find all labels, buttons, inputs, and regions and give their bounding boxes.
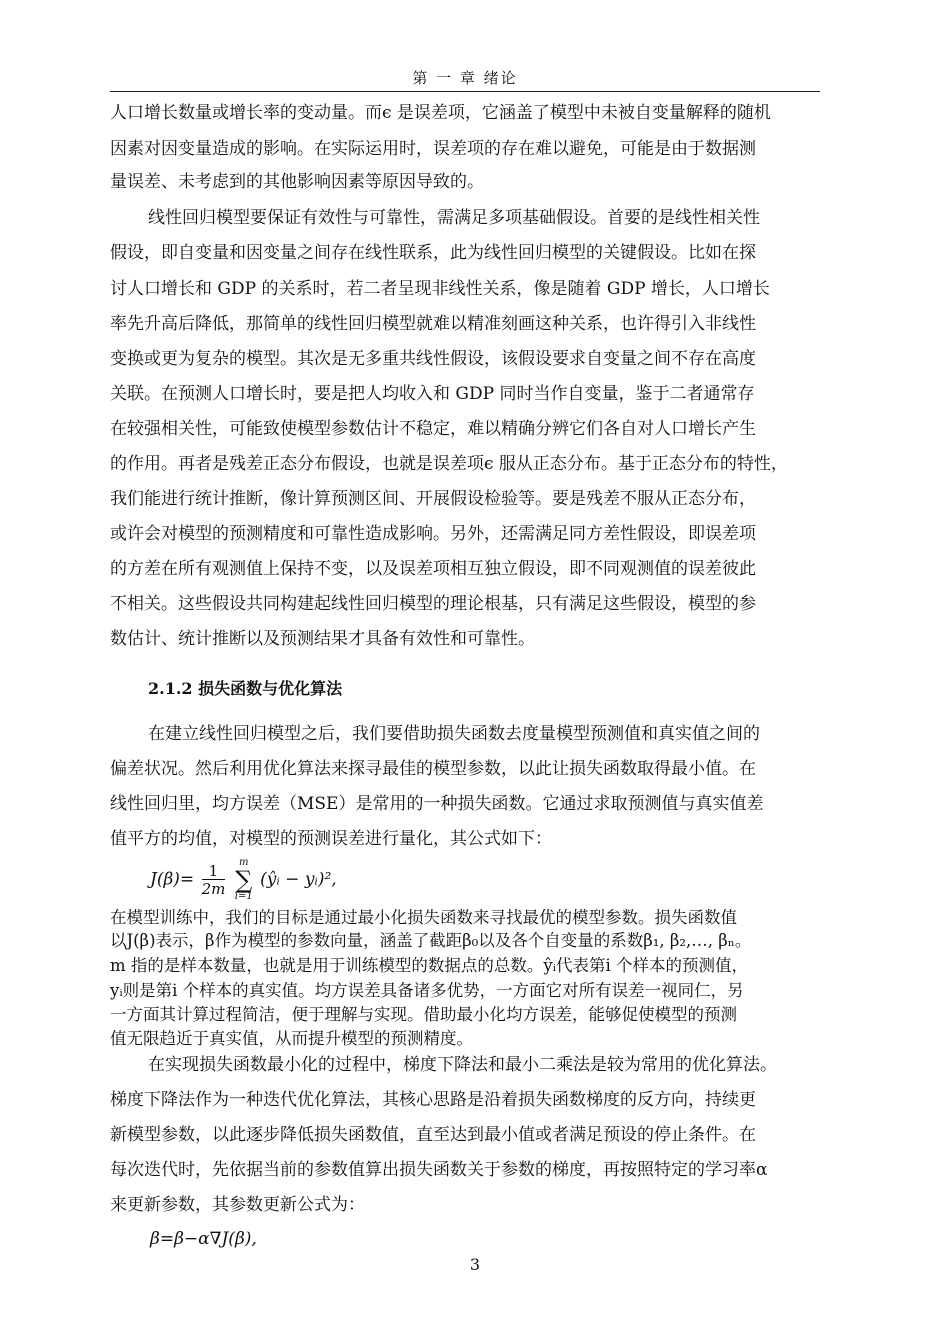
formula-body: (ŷᵢ − yᵢ)², — [260, 869, 337, 890]
paragraph-line: 在模型训练中，我们的目标是通过最小化损失函数来寻找最优的模型参数。损失函数值 — [110, 908, 737, 927]
gradient-update-formula: β=β−α∇J(β), — [150, 1229, 257, 1249]
paragraph-line: 值无限趋近于真实值，从而提升模型的预测精度。 — [110, 1029, 473, 1048]
formula-fraction — [202, 863, 226, 898]
paragraph-line: 不相关。这些假设共同构建起线性回归模型的理论根基，只有满足这些假设，模型的参 — [110, 594, 756, 614]
page-number: 3 — [469, 1255, 481, 1274]
paragraph-line: 率先升高后降低，那简单的线性回归模型就难以精准刻画这种关系，也许得引入非线性 — [110, 314, 756, 334]
paragraph-line: 关联。在预测人口增长时，要是把人均收入和 GDP 同时当作自变量，鉴于二者通常存 — [110, 384, 755, 404]
paragraph-line: 的方差在所有观测值上保持不变，以及误差项相互独立假设，即不同观测值的误差彼此 — [110, 559, 756, 579]
paragraph-line: 以J(β)表示，β作为模型的参数向量，涵盖了截距β₀以及各个自变量的系数β₁, β₂,…, βₙ。 — [110, 931, 752, 950]
paragraph-line: 新模型参数，以此逐步降低损失函数值，直至达到最小值或者满足预设的停止条件。在 — [110, 1125, 756, 1145]
paragraph-line: 数估计、统计推断以及预测结果才具备有效性和可靠性。 — [110, 629, 535, 649]
mse-formula — [150, 858, 337, 902]
header-divider — [110, 91, 820, 92]
paragraph-line: 的作用。再者是残差正态分布假设，也就是误差项ϵ 服从正态分布。基于正态分布的特性， — [110, 454, 788, 474]
paragraph-line: 在较强相关性，可能致使模型参数估计不稳定，难以精确分辨它们各自对人口增长产生 — [110, 419, 756, 439]
running-header: 第 一 章 绪论 — [412, 69, 518, 87]
paragraph-line: 线性回归里，均方误差（MSE）是常用的一种损失函数。它通过求取预测值与真实值差 — [110, 794, 764, 814]
paragraph-line: 假设，即自变量和因变量之间存在线性联系，此为线性回归模型的关键假设。比如在探 — [110, 243, 756, 263]
sum-lower-limit: i=1 — [234, 891, 253, 902]
paragraph-line: 值平方的均值，对模型的预测误差进行量化，其公式如下： — [110, 829, 552, 849]
paragraph-line: 我们能进行统计推断，像计算预测区间、开展假设检验等。要是残差不服从正态分布， — [110, 489, 756, 509]
fraction-numerator: 1 — [202, 863, 226, 880]
paragraph-line: m 指的是样本数量，也就是用于训练模型的数据点的总数。ŷᵢ代表第i 个样本的预测值， — [110, 956, 749, 975]
section-heading: 2.1.2 损失函数与优化算法 — [148, 679, 343, 698]
summation — [235, 858, 253, 902]
paragraph-line: 在建立线性回归模型之后，我们要借助损失函数去度量模型预测值和真实值之间的 — [148, 724, 760, 744]
paragraph-line: 一方面其计算过程简洁，便于理解与实现。借助最小化均方误差，能够促使模型的预测 — [110, 1005, 737, 1024]
paragraph-line: 或许会对模型的预测精度和可靠性造成影响。另外，还需满足同方差性假设，即误差项 — [110, 524, 756, 544]
paragraph-line: 梯度下降法作为一种迭代优化算法，其核心思路是沿着损失函数梯度的反方向，持续更 — [110, 1090, 756, 1110]
paragraph-line: 变换或更为复杂的模型。其次是无多重共线性假设，该假设要求自变量之间不存在高度 — [110, 349, 756, 369]
paragraph-line: 每次迭代时，先依据当前的参数值算出损失函数关于参数的梯度，再按照特定的学习率α — [110, 1160, 768, 1180]
paragraph-line: 讨人口增长和 GDP 的关系时，若二者呈现非线性关系，像是随着 GDP 增长，人口增长 — [110, 279, 770, 299]
paragraph-line: 量误差、未考虑到的其他影响因素等原因导致的。 — [110, 172, 484, 192]
paragraph-line: 人口增长数量或增长率的变动量。而ϵ 是误差项，它涵盖了模型中未被自变量解释的随机 — [110, 103, 771, 123]
paragraph-line: 来更新参数，其参数更新公式为： — [110, 1195, 365, 1215]
paragraph-line: 在实现损失函数最小化的过程中，梯度下降法和最小二乘法是较为常用的优化算法。 — [148, 1055, 777, 1075]
fraction-denominator: 2m — [201, 879, 226, 898]
paragraph-line: 因素对因变量造成的影响。在实际运用时，误差项的存在难以避免，可能是由于数据测 — [110, 139, 756, 159]
sum-upper-limit: m — [238, 857, 249, 868]
sigma-symbol: ∑ — [235, 866, 253, 894]
paragraph-line: 偏差状况。然后利用优化算法来探寻最佳的模型参数，以此让损失函数取得最小值。在 — [110, 759, 756, 779]
paragraph-line: yᵢ则是第i 个样本的真实值。均方误差具备诸多优势，一方面它对所有误差一视同仁，另 — [110, 981, 744, 1000]
paragraph-line: 线性回归模型要保证有效性与可靠性，需满足多项基础假设。首要的是线性相关性 — [148, 208, 760, 228]
formula-lhs: J(β)= — [150, 869, 195, 890]
